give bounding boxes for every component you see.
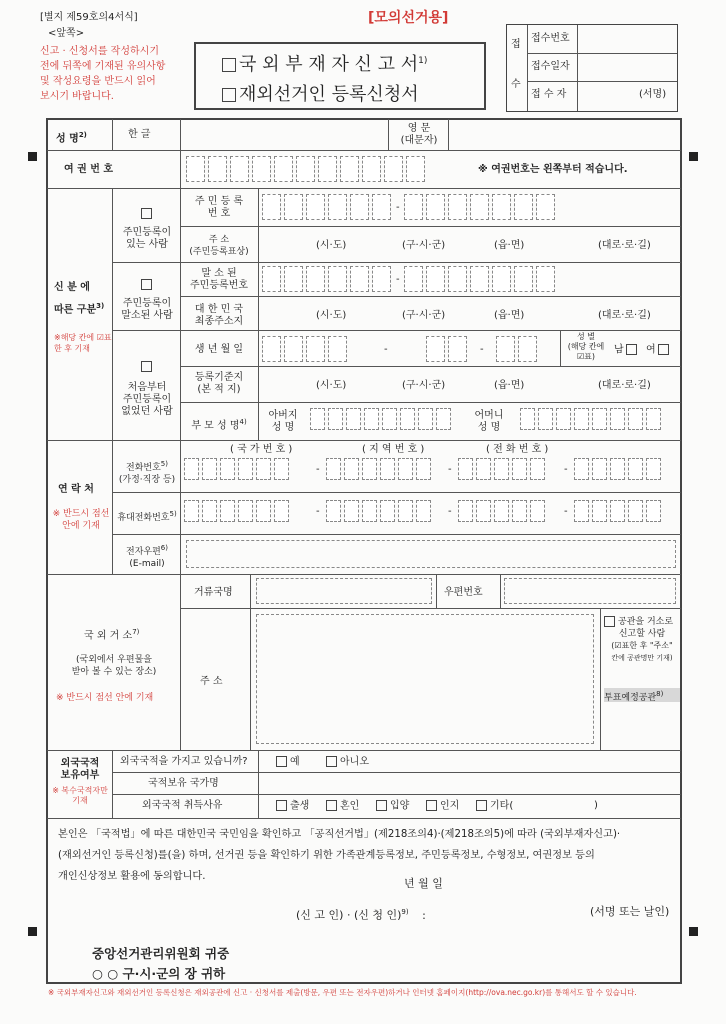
- reason-birth[interactable]: 출생: [276, 800, 309, 813]
- father-label: 아버지 성 명: [268, 410, 298, 433]
- father-name-input[interactable]: [310, 408, 454, 430]
- cancelled-label: 주민등록이 말소된 사람: [121, 298, 173, 321]
- english-name-input[interactable]: [452, 122, 678, 148]
- identity-note: ※해당 칸에 ☑표 한 후 기재: [54, 333, 112, 353]
- receiver-label: 접 수 자: [531, 89, 567, 100]
- never-registered-label: 처음부터 주민등록이 없었던 사람: [121, 382, 173, 417]
- signer-label: (신 고 인) · (신 청 인)$^{9)}$ :: [296, 908, 426, 922]
- registration-mark: [28, 927, 37, 936]
- overseas-note: ※ 반드시 점선 안에 기재: [56, 693, 154, 703]
- contact-note: ※ 반드시 점선 안에 기재: [52, 509, 110, 531]
- reason-other[interactable]: 기타(: [476, 800, 513, 813]
- foreign-reason-label: 외국국적 취득사유: [142, 800, 223, 811]
- domicile-label: 등록기준지 (본 적 지): [194, 372, 244, 395]
- mobile-area-code-input[interactable]: [326, 500, 434, 522]
- title-overseas-voter: 재외선거인 등록신청서: [222, 80, 419, 106]
- birth-year-input[interactable]: [262, 336, 350, 362]
- registration-mark: [689, 152, 698, 161]
- title-checkbox-voter[interactable]: [222, 88, 236, 102]
- country-input[interactable]: [256, 578, 432, 604]
- korean-name-input[interactable]: [184, 122, 384, 148]
- birth-month-input[interactable]: [426, 336, 470, 362]
- reason-adoption[interactable]: 입양: [376, 800, 409, 813]
- cancelled-number-front[interactable]: [262, 266, 394, 292]
- resident-number-front[interactable]: [262, 194, 394, 220]
- overseas-desc: (국외에서 우편물을 받아 볼 수 있는 장소): [71, 655, 157, 677]
- receipt-number-label: 접수번호: [531, 33, 570, 44]
- receipt-box: 접 수 접수번호 접수일자 접 수 자 (서명): [506, 24, 678, 112]
- addressee-local: ○ ○ 구·시·군의 장 귀하: [92, 966, 226, 981]
- foreign-no[interactable]: 아니오: [326, 756, 369, 769]
- overseas-address-input[interactable]: [256, 614, 594, 744]
- receiver-sign: (서명): [639, 89, 667, 100]
- mock-election-stamp: [모의선거용]: [368, 10, 449, 26]
- form-number: [별지 제59호의4서식]: [40, 12, 138, 23]
- mobile-number-input-2[interactable]: [574, 500, 664, 522]
- address-label-overseas: 주 소: [200, 676, 223, 687]
- name-label: 성 명$^{2)}$: [56, 131, 87, 145]
- sign-or-seal[interactable]: (서명 또는 날인): [590, 905, 670, 918]
- birth-date-label: 생 년 월 일: [194, 344, 244, 355]
- gender-male[interactable]: 남: [614, 344, 640, 357]
- cancelled-number-back[interactable]: [404, 266, 558, 292]
- address-label: 주 소 (주민등록표상): [189, 235, 249, 257]
- footer-note: ※ 국외부재자신고와 재외선거인 등록신청은 재외공관에 신고 · 신청서를 제출(방문, 우편 또는 전자우편)하거나 인터넷 홈페이지(http://ova.nec.go.kr)를 통해서도 할 수 있습니다.: [48, 988, 637, 997]
- passport-note: ※ 여권번호는 왼쪽부터 적습니다.: [478, 164, 628, 175]
- foreign-yes[interactable]: 예: [276, 756, 300, 769]
- notice-text: 신고 · 신청서를 작성하시기 전에 뒤쪽에 기재된 유의사항 및 작성요령을 반드시 읽어 보시기 바랍니다.: [40, 46, 166, 102]
- embassy-note: 공관을 거소로 신고할 사람 (☑표한 후 "주소" 칸에 공관명만 기재): [604, 616, 680, 664]
- parents-label: 부 모 성 명$^{4)}$: [191, 418, 247, 432]
- registration-mark: [689, 927, 698, 936]
- postal-input[interactable]: [504, 578, 676, 604]
- title-checkbox-absentee[interactable]: [222, 58, 236, 72]
- phone-number-input[interactable]: [458, 458, 548, 480]
- mobile-number-input[interactable]: [458, 500, 548, 522]
- resident-number-back[interactable]: [404, 194, 558, 220]
- country-label: 거류국명: [194, 587, 233, 598]
- receipt-date-label: 접수일자: [531, 61, 570, 72]
- consent-text: 본인은 「국적법」에 따른 대한민국 국민임을 확인하고 「공직선거법」(제218조의4)·(제218조의5)에 따라 (국외부재자신고)· (재외선거인 등록신청)를(을) 하며, 선거권 등을 확인하기 위한 가족관계등록정보, 주민등록정보, 수형정보, 여권정보 등의 개인신상정보 활용에 동의합니다.: [58, 829, 621, 882]
- postal-label: 우편번호: [444, 587, 483, 598]
- phone-country-code-input[interactable]: [184, 458, 292, 480]
- consent-date[interactable]: 년 월 일: [404, 877, 443, 890]
- gender-label: 성 별 (해당 칸에 ☑표): [567, 332, 605, 361]
- email-label: 전자우편$^{6)}$ (E-mail): [126, 544, 168, 569]
- phone-area-code-input[interactable]: [326, 458, 434, 480]
- registered-label: 주민등록이 있는 사람: [122, 227, 172, 250]
- overseas-label: 국 외 거 소$^{7)}$: [84, 628, 140, 642]
- registered-checkbox[interactable]: [141, 203, 155, 222]
- planned-embassy-label: 투표예정공관$^{8)}$: [604, 688, 680, 702]
- never-registered-checkbox[interactable]: [141, 356, 155, 375]
- phone-number-input-2[interactable]: [574, 458, 664, 480]
- foreign-country-label: 국적보유 국가명: [148, 778, 219, 789]
- title-overseas-absentee: 국 외 부 재 자 신 고 서$^{1)}$: [222, 50, 427, 76]
- mother-label: 어머니 성 명: [474, 410, 504, 433]
- contact-label: 연 락 처: [58, 484, 94, 495]
- passport-label: 여 권 번 호: [64, 164, 114, 175]
- planned-embassy-input[interactable]: [604, 704, 678, 746]
- reason-marriage[interactable]: 혼인: [326, 800, 359, 813]
- foreign-country-input[interactable]: [262, 776, 678, 792]
- title-box: [194, 42, 486, 110]
- mother-name-input[interactable]: [520, 408, 664, 430]
- identity-label: 신 분 에 따른 구분$^{3)}$: [54, 282, 105, 316]
- birth-day-input[interactable]: [496, 336, 540, 362]
- last-address-label: 대 한 민 국 최종주소지: [194, 304, 244, 327]
- reason-recognition[interactable]: 인지: [426, 800, 459, 813]
- korean-name-label: 한 글: [128, 129, 151, 140]
- mobile-label: 휴대전화번호$^{5)}$: [117, 510, 177, 523]
- embassy-checkbox[interactable]: [604, 616, 615, 627]
- cancelled-checkbox[interactable]: [141, 274, 155, 293]
- foreign-note: ※ 복수국적자만 기재: [52, 786, 108, 805]
- phone-label: 전화번호$^{5)}$ (가정·직장 등): [118, 460, 176, 485]
- addressee-nec: 중앙선거관리위원회 귀중: [92, 946, 230, 961]
- foreign-question: 외국국적을 가지고 있습니까?: [120, 756, 248, 767]
- page-side: <앞쪽>: [48, 28, 85, 39]
- resident-number-label: 주 민 등 록 번 호: [194, 196, 244, 219]
- foreign-label: 외국국적 보유여부: [60, 758, 100, 781]
- registration-mark: [28, 152, 37, 161]
- email-input[interactable]: [186, 540, 676, 568]
- gender-female[interactable]: 여: [646, 344, 672, 357]
- cancelled-number-label: 말 소 된 주민등록번호: [190, 268, 248, 291]
- english-name-label: 영 문 (대문자): [400, 123, 438, 146]
- passport-number-input[interactable]: [186, 156, 428, 182]
- mobile-country-code-input[interactable]: [184, 500, 292, 522]
